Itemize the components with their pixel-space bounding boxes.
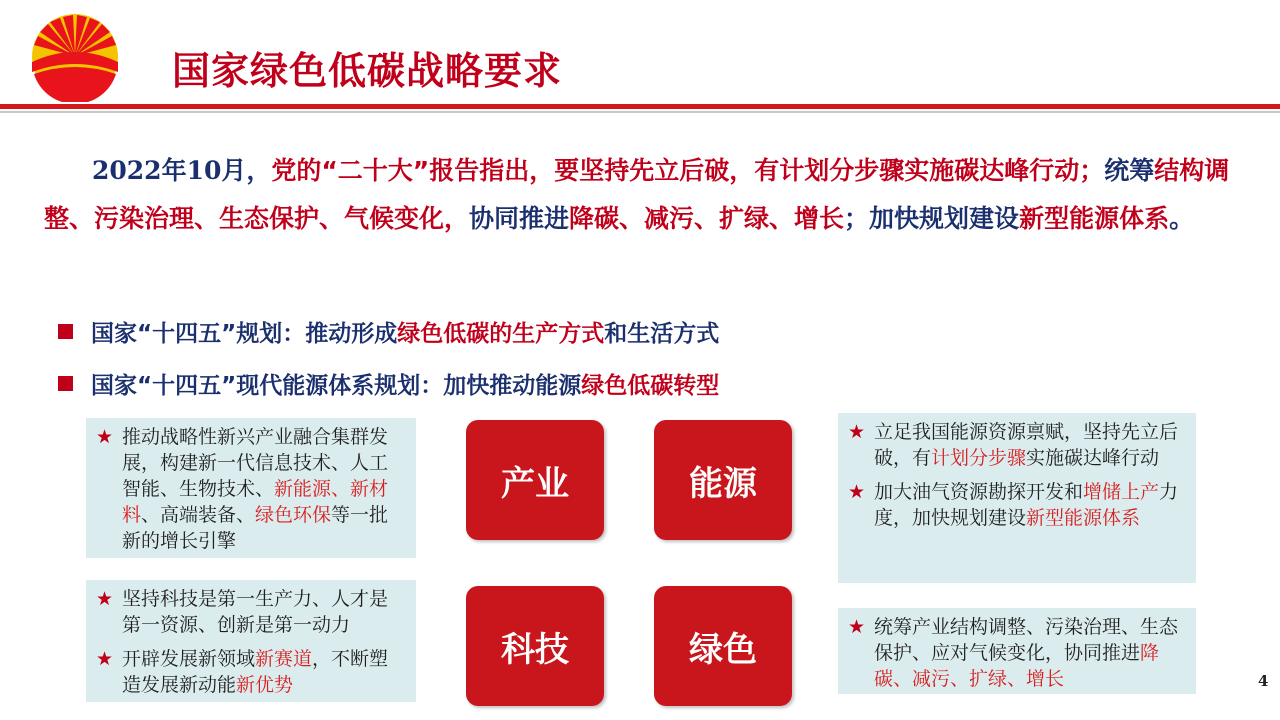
policy-item <box>96 646 406 698</box>
page-number: 4 <box>1258 672 1269 690</box>
policy-item <box>848 614 1186 692</box>
bullet-text: 和生活方式 <box>604 321 720 347</box>
energy-policy-box <box>838 413 1196 583</box>
intro-text-red-1: 党的“二十大”报告指出，要坚持先立后破，有计划分步骤实施碳达峰行动； <box>271 156 1105 185</box>
policy-item <box>848 479 1186 531</box>
policy-text-red: 新赛道 <box>255 648 313 670</box>
bullet-square-icon <box>58 324 73 339</box>
page-title: 国家绿色低碳战略要求 <box>172 49 563 93</box>
intro-text-red-2: 结构调整、污染治理、生态保护、气候变化， <box>44 156 1230 233</box>
intro-paragraph <box>44 147 1244 243</box>
policy-text-red: 新能源、新材料 <box>122 478 389 526</box>
policy-text: 加大油气资源勘探开发和 <box>874 481 1084 503</box>
policy-item <box>96 586 406 638</box>
policy-text: 开辟发展新领域 <box>122 648 256 670</box>
policy-text-red: 绿色环保 <box>255 504 332 526</box>
policy-text-red: 降碳、减污、扩绿、增长 <box>874 642 1160 690</box>
policy-item <box>848 419 1186 471</box>
star-icon: ★ <box>848 481 866 503</box>
policy-text: ，不断塑造发展新动能 <box>122 648 389 696</box>
header-divider-gray <box>0 111 1280 113</box>
star-icon: ★ <box>96 426 114 448</box>
policy-text: 、高端装备、 <box>141 504 256 526</box>
bullet-text: 国家“十四五”规划：推动形成 <box>91 321 398 347</box>
tech-tile: 科技 <box>466 586 604 706</box>
bullet-square-icon <box>58 376 73 391</box>
policy-text-red: 计划分步骤 <box>931 447 1027 469</box>
bullet-text: 国家“十四五”现代能源体系规划：加快推动能源 <box>91 373 582 399</box>
tech-policy-box <box>86 580 416 702</box>
policy-text: 推动战略性新兴产业融合集群发展，构建新一代信息技术、人工智能、生物技术、 <box>122 426 389 500</box>
policy-text: 等一批新的增长引擎 <box>122 504 389 552</box>
policy-text: 坚持科技是第一生产力、人才是第一资源、创新是第一动力 <box>122 588 389 636</box>
policy-text-red: 新型能源体系 <box>1026 507 1141 529</box>
policy-text: 立足我国能源资源禀赋，坚持先立后破，有 <box>874 421 1179 469</box>
star-icon: ★ <box>96 588 114 610</box>
header-divider-red <box>0 104 1280 109</box>
intro-date: 2022年10月， <box>92 156 272 185</box>
green-policy-box <box>838 608 1196 694</box>
energy-tile: 能源 <box>654 420 792 540</box>
green-tile: 绿色 <box>654 586 792 706</box>
intro-text-1: 统筹 <box>1104 156 1155 185</box>
bullet-text-red: 绿色低碳的生产方式 <box>397 321 605 347</box>
policy-text-red: 新优势 <box>236 674 294 696</box>
policy-text: 实施碳达峰行动 <box>1026 447 1160 469</box>
policy-text: 力度，加快规划建设 <box>874 481 1179 529</box>
intro-text-red-3: 降碳、减污、扩绿、增长 <box>569 204 845 233</box>
intro-text-2: 协同推进 <box>469 204 570 233</box>
intro-text-4: 。 <box>1169 204 1195 233</box>
bullet-item <box>58 367 719 400</box>
intro-text-3: ；加快规划建设 <box>844 204 1020 233</box>
policy-text-red: 增储上产 <box>1083 481 1160 503</box>
industry-tile: 产业 <box>466 420 604 540</box>
star-icon: ★ <box>848 616 866 638</box>
bullet-item <box>58 315 719 348</box>
policy-text: 统筹产业结构调整、污染治理、生态保护、应对气候变化，协同推进 <box>874 616 1179 664</box>
star-icon: ★ <box>848 421 866 443</box>
bullet-text-red: 绿色低碳转型 <box>581 373 720 399</box>
intro-text-red-4: 新型能源体系 <box>1019 204 1170 233</box>
industry-policy-box <box>86 418 416 558</box>
star-icon: ★ <box>96 648 114 670</box>
policy-item <box>96 424 406 554</box>
petrochina-logo-icon <box>30 12 120 102</box>
